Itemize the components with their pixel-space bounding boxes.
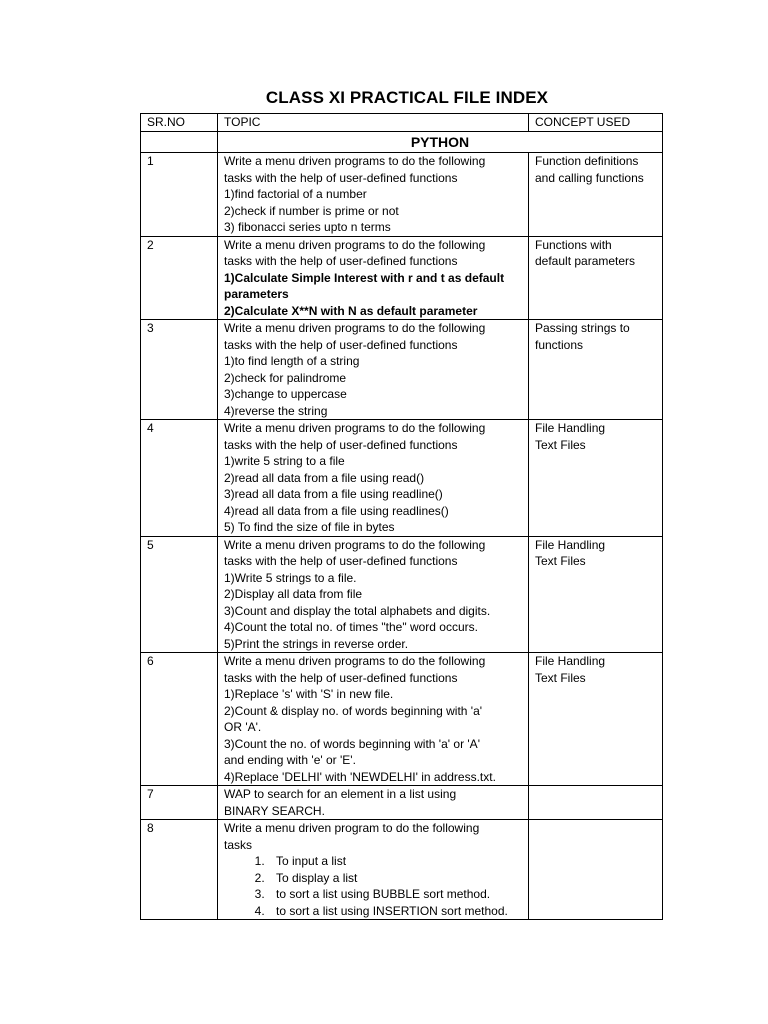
topic-line: tasks with the help of user-defined functions	[224, 670, 458, 685]
topic-line: Write a menu driven programs to do the following	[224, 654, 486, 668]
topic-line: 4)Count the total no. of times "the" word occurs.	[224, 620, 478, 634]
row-number: 7	[141, 786, 218, 820]
row-number: 6	[141, 653, 218, 786]
row-topic	[218, 786, 529, 820]
topic-line: 2)check for palindrome	[224, 370, 347, 385]
list-item: 3. to sort a list using BUBBLE sort method.	[268, 886, 522, 903]
steps-list	[224, 853, 522, 919]
topic-line: 1)write 5 string to a file	[224, 454, 345, 468]
topic-line: 2)read all data from a file using read()	[224, 470, 425, 485]
topic-line: and ending with 'e' or 'E'.	[224, 753, 356, 767]
table-row	[141, 820, 663, 920]
row-concept	[529, 420, 663, 537]
topic-line: 2)Display all data from file	[224, 587, 363, 601]
topic-line: 5) To find the size of file in bytes	[224, 520, 395, 534]
topic-line: tasks with the help of user-defined functions	[224, 254, 458, 268]
topic-line: 2)check if number is prime or not	[224, 203, 399, 218]
topic-line: 3)Count and display the total alphabets and digits.	[224, 603, 491, 618]
topic-line: BINARY SEARCH.	[224, 803, 325, 818]
topic-line: 4)read all data from a file using readlines()	[224, 503, 449, 518]
row-number: 1	[141, 153, 218, 237]
table-row	[141, 153, 663, 237]
topic-line: Write a menu driven programs to do the following	[224, 237, 486, 252]
topic-line: Write a menu driven programs to do the following	[224, 537, 486, 552]
row-number: 4	[141, 420, 218, 537]
row-concept	[529, 236, 663, 320]
index-table	[140, 113, 663, 920]
concept-line: Text Files	[535, 437, 586, 452]
table-header-row	[141, 114, 663, 132]
row-number: 3	[141, 320, 218, 420]
row-concept	[529, 320, 663, 420]
topic-line: 3) fibonacci series upto n terms	[224, 220, 391, 234]
table-row	[141, 786, 663, 820]
concept-line: Passing strings to	[535, 321, 630, 335]
concept-line: File Handling	[535, 421, 606, 435]
header-topic: TOPIC	[218, 114, 529, 132]
header-concept: CONCEPT USED	[529, 114, 663, 132]
topic-line: tasks with the help of user-defined functions	[224, 170, 458, 185]
row-concept	[529, 153, 663, 237]
concept-line: Function definitions	[535, 154, 639, 168]
concept-line: Text Files	[535, 670, 586, 685]
concept-line: Text Files	[535, 554, 586, 568]
table-row	[141, 236, 663, 320]
topic-line: parameters	[224, 287, 289, 301]
row-concept	[529, 536, 663, 653]
topic-line: tasks with the help of user-defined functions	[224, 554, 458, 568]
concept-line: Functions with	[535, 237, 612, 252]
row-topic	[218, 420, 529, 537]
topic-line: OR 'A'.	[224, 720, 262, 734]
concept-line: File Handling	[535, 654, 606, 668]
section-empty-cell	[141, 132, 218, 153]
table-row	[141, 320, 663, 420]
topic-line: 1)to find length of a string	[224, 354, 360, 368]
topic-line: 5)Print the strings in reverse order.	[224, 636, 409, 651]
topic-line: 2)Calculate X**N with N as default parameter	[224, 303, 478, 318]
topic-line: tasks	[224, 837, 253, 852]
topic-line: 1)Calculate Simple Interest with r and t as default	[224, 270, 505, 285]
row-topic	[218, 653, 529, 786]
section-title: PYTHON	[218, 132, 663, 153]
row-topic	[218, 320, 529, 420]
topic-line: WAP to search for an element in a list using	[224, 787, 457, 801]
topic-line: 4)Replace 'DELHI' with 'NEWDELHI' in address.txt.	[224, 769, 496, 784]
row-topic	[218, 236, 529, 320]
header-srno: SR.NO	[141, 114, 218, 132]
topic-line: 1)find factorial of a number	[224, 187, 367, 201]
row-topic	[218, 820, 529, 920]
page-title: CLASS XI PRACTICAL FILE INDEX	[265, 88, 549, 107]
row-topic	[218, 153, 529, 237]
topic-line: Write a menu driven programs to do the following	[224, 321, 486, 335]
topic-line: 3)change to uppercase	[224, 387, 347, 401]
topic-line: 4)reverse the string	[224, 403, 328, 418]
row-number: 8	[141, 820, 218, 920]
row-concept	[529, 786, 663, 820]
topic-line: 2)Count & display no. of words beginning with 'a'	[224, 703, 483, 718]
row-number: 2	[141, 236, 218, 320]
topic-line: 1)Write 5 strings to a file.	[224, 570, 357, 585]
concept-line: functions	[535, 337, 584, 352]
concept-line: and calling functions	[535, 170, 644, 185]
row-concept	[529, 820, 663, 920]
list-item: 2. To display a list	[268, 870, 522, 887]
row-number: 5	[141, 536, 218, 653]
topic-line: 1)Replace 's' with 'S' in new file.	[224, 687, 394, 701]
table-row	[141, 536, 663, 653]
concept-line: File Handling	[535, 537, 606, 552]
list-item: 1. To input a list	[268, 853, 522, 870]
concept-line: default parameters	[535, 254, 636, 268]
topic-line: tasks with the help of user-defined functions	[224, 437, 458, 452]
topic-line: Write a menu driven programs to do the following	[224, 421, 486, 435]
table-row	[141, 420, 663, 537]
topic-line: 3)Count the no. of words beginning with 'a' or 'A'	[224, 736, 480, 751]
topic-line: Write a menu driven program to do the following	[224, 821, 480, 835]
topic-line: Write a menu driven programs to do the following	[224, 154, 486, 168]
table-row	[141, 653, 663, 786]
section-row	[141, 132, 663, 153]
row-topic	[218, 536, 529, 653]
row-concept	[529, 653, 663, 786]
topic-line: tasks with the help of user-defined functions	[224, 337, 458, 352]
list-item: 4. to sort a list using INSERTION sort method.	[268, 903, 522, 920]
topic-line: 3)read all data from a file using readline()	[224, 487, 443, 501]
